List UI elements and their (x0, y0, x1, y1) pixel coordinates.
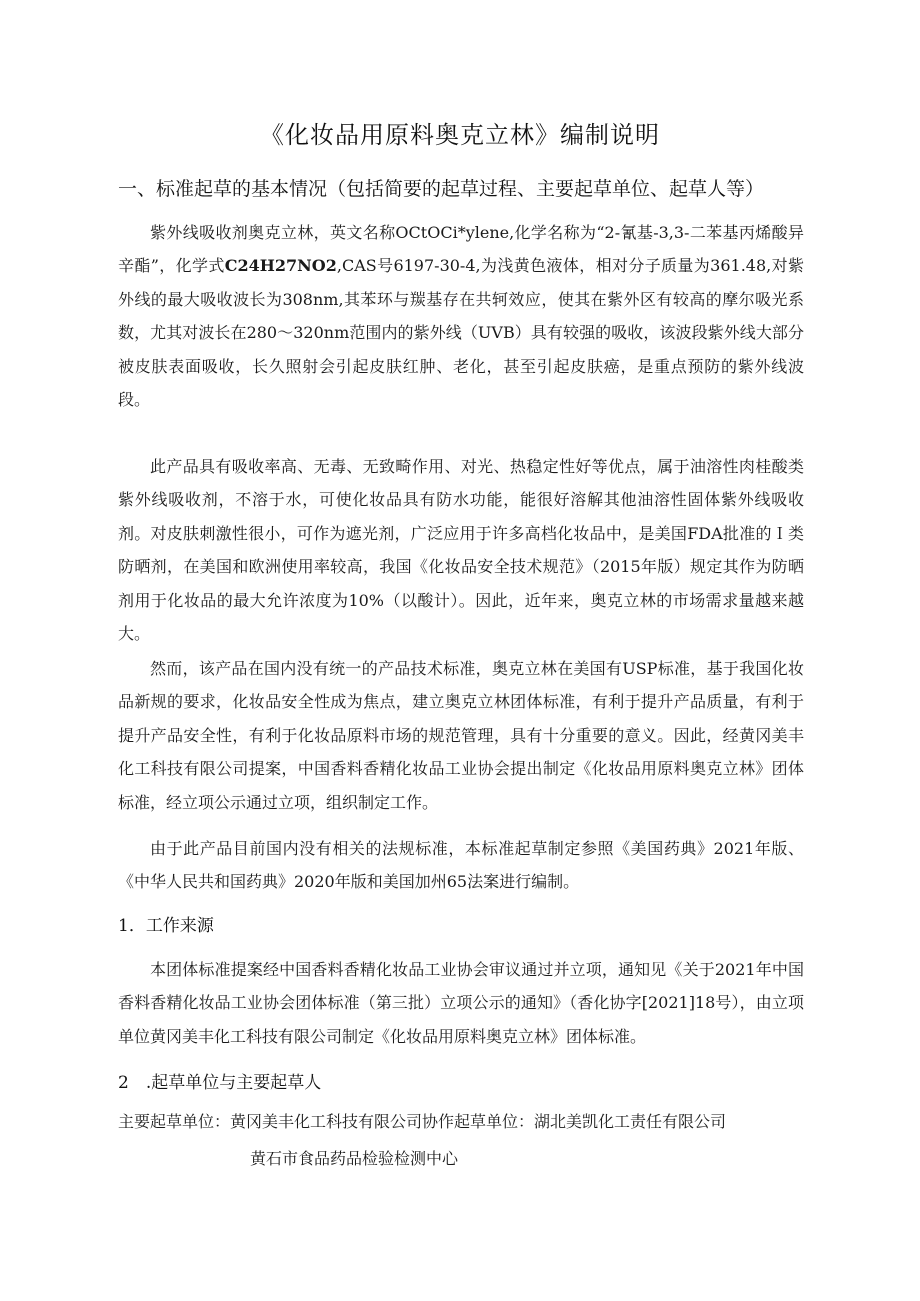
drafting-unit-line: 主要起草单位：黄冈美丰化工科技有限公司协作起草单位：湖北美凯化工责任有限公司 (118, 1112, 727, 1131)
section-heading-basic-info: 一、标准起草的基本情况（包括简要的起草过程、主要起草单位、起草人等） (118, 178, 765, 200)
paragraph-product-properties: 此产品具有吸收率高、无毒、无致畸作用、对光、热稳定性好等优点，属于油溶性肉桂酸类紫外线吸收剂，不溶于水，可使化妆品具有防水功能，能很好溶解其他油溶性固体紫外线吸收剂。对皮肤刺激性很小，可作为遮光剂，广泛应用于许多高档化妆品中，是美国FDA批准的Ｉ类防晒剂，在美国和欧洲使用率较高，我国《化妆品安全技术规范》（2015年版）规定其作为防晒剂用于化妆品的最大允许浓度为10%（以酸计）。因此，近年来，奥克立林的市场需求量越来越大。 (118, 457, 804, 644)
paragraph-uv-absorber-intro (118, 216, 804, 416)
subsection-heading-work-source: 1．工作来源 (118, 916, 214, 936)
subsection-heading-drafting-units: 2 .起草单位与主要起草人 (118, 1073, 322, 1093)
paragraph-work-source: 本团体标准提案经中国香料香精化妆品工业协会审议通过并立项，通知见《关于2021年中国香料香精化妆品工业协会团体标准（第三批）立项公示的通知》（香化协字[2021]18号），由立项单位黄冈美丰化工科技有限公司制定《化妆品用原料奥克立林》团体标准。 (118, 960, 804, 1046)
document-title: 《化妆品用原料奥克立林》编制说明 (260, 121, 660, 149)
paragraph-standard-necessity: 然而，该产品在国内没有统一的产品技术标准，奥克立林在美国有USP标准，基于我国化妆品新规的要求，化妆品安全性成为焦点，建立奥克立林团体标准，有利于提升产品质量，有利于提升产品安全性，有利于化妆品原料市场的规范管理，具有十分重要的意义。因此，经黄冈美丰化工科技有限公司提案，中国香料香精化妆品工业协会提出制定《化妆品用原料奥克立林》团体标准，经立项公示通过立项，组织制定工作。 (118, 659, 804, 812)
paragraph-text: 紫外线吸收剂奥克立林，英文名称OCtOCi*ylene,化学名称为“2-氰基-3,3-二苯基丙烯酸异辛酯”，化学式 (118, 223, 804, 276)
chemical-formula: C24H27NO2 (224, 256, 337, 276)
drafting-unit-line-2: 黄石市食品药品检验检测中心 (250, 1149, 459, 1168)
paragraph-reference-standards: 由于此产品目前国内没有相关的法规标准，本标准起草制定参照《美国药典》2021年版、《中华人民共和国药典》2020年版和美国加州65法案进行编制。 (118, 839, 804, 892)
paragraph-text: ,CAS号6197-30-4,为浅黄色液体，相对分子质量为361.48,对紫外线的最大吸收波长为308nm,其苯环与羰基存在共轲效应，使其在紫外区有较高的摩尔吸光系数，尤其对波长在280～320nm范围内的紫外线（UVB）具有较强的吸收，该波段紫外线大部分被皮肤表面吸收，长久照射会引起皮肤红肿、老化，甚至引起皮肤癌，是重点预防的紫外线波段。 (118, 256, 804, 410)
